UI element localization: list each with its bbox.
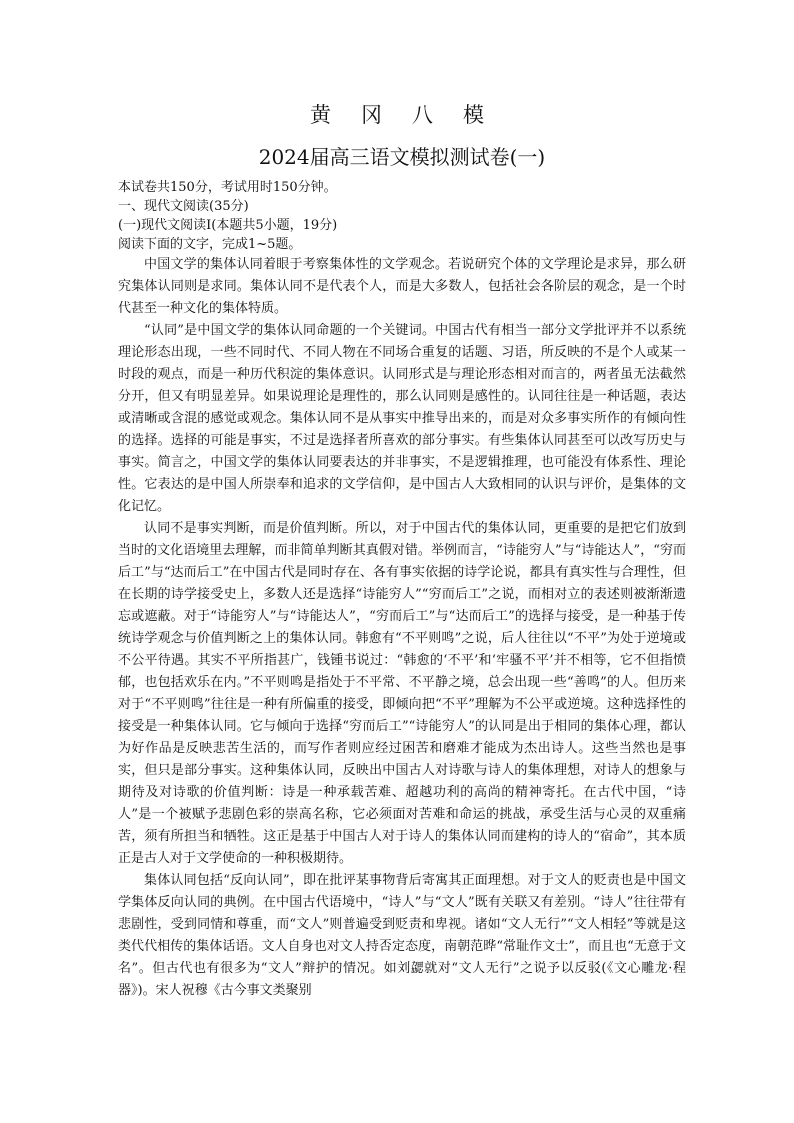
- passage-paragraph-4: 集体认同包括“反向认同”，即在批评某事物背后寄寓其正面理想。对于文人的贬责也是中国文学集体反向认同的典例。在中国古代语境中，“诗人”与“文人”既有关联又有差别。“诗人”往往带有悲剧性，受到同情和尊重，而“文人”则普遍受到贬责和卑视。诸如“文人无行”“文人相轻”等就是这类代代相传的集体话语。文人自身也对文人持否定态度，南朝范晔“常耻作文士”，而且也“无意于文名”。但古代也有很多为“文人”辩护的情况。如刘勰就对“文人无行”之说予以反驳(《文心雕龙·程器》)。宋人祝穆《古今事文类聚别: [118, 873, 686, 998]
- reading-passage: [118, 254, 686, 1002]
- subsection-heading: (一)现代文阅读I(本题共5小题，19分): [118, 218, 338, 233]
- exam-title: 黄冈八模: [310, 103, 514, 127]
- passage-paragraph-3: 认同不是事实判断，而是价值判断。所以，对于中国古代的集体认同，更重要的是把它们放到当时的文化语境里去理解，而非简单判断其真假对错。举例而言，“诗能穷人”与“诗能达人”，“穷而后工”与“达而后工”在中国古代是同时存在、各有事实依据的诗学论说，都具有真实性与合理性，但在长期的诗学接受史上，多数人还是选择“诗能穷人”“穷而后工”之说，而相对立的表述则被渐渐遗忘或遮蔽。对于“诗能穷人”与“诗能达人”，“穷而后工”与“达而后工”的选择与接受，是一种基于传统诗学观念与价值判断之上的集体认同。韩愈有“不平则鸣”之说，后人往往以“不平”为处于逆境或不公平待遇。其实不平所指甚广，钱锺书说过：“韩愈的‘不平’和‘牢骚不平’并不相等，它不但指愤郁，也包括欢乐在内。”不平则鸣是指处于不平常、不平静之境，总会出现一些“善鸣”的人。但历来对于“不平则鸣”往往是一种有所偏重的接受，即倾向把“不平”理解为不公平或逆境。这种选择性的接受是一种集体认同。它与倾向于选择“穷而后工”“诗能穷人”的认同是出于相同的集体心理，都认为好作品是反映悲苦生活的，而写作者则应经过困苦和磨难才能成为杰出诗人。这些当然也是事实，但只是部分事实。这种集体认同，反映出中国古人对诗歌与诗人的集体理想，对诗人的想象与期待及对诗歌的价值判断：诗是一种承载苦难、超越功利的高尚的精神寄托。在古代中国，“诗人”是一个被赋予悲剧色彩的崇高名称，它必须面对苦难和命运的挑战，承受生活与心灵的双重痛苦，须有所担当和牺牲。这正是基于中国古人对于诗人的集体认同而建构的诗人的“宿命”，其本质正是古人对于文学使命的一种积极期待。: [118, 521, 686, 866]
- passage-paragraph-1: 中国文学的集体认同着眼于考察集体性的文学观念。若说研究个体的文学理论是求异，那么研究集体认同则是求同。集体认同不是代表个人，而是大多数人，包括社会各阶层的观念，是一个时代甚至一种文化的集体特质。: [118, 257, 686, 316]
- instruction: 阅读下面的文字，完成1~5题。: [118, 237, 302, 252]
- paper-title: 2024届高三语文模拟测试卷(一): [258, 145, 546, 169]
- section-heading: 一、现代文阅读(35分): [118, 199, 249, 214]
- passage-paragraph-2: “认同”是中国文学的集体认同命题的一个关键词。中国古代有相当一部分文学批评并不以系统理论形态出现，一些不同时代、不同人物在不同场合重复的话题、习语，所反映的不是个人或某一时段的观点，而是一种历代积淀的集体意识。认同形式是与理论形态相对而言的，两者虽无法截然分开，但又有明显差异。如果说理论是理性的，那么认同则是感性的。认同往往是一种话题，表达或清晰或含混的感觉或观念。集体认同不是从事实中推导出来的，而是对众多事实所作的有倾向性的选择。选择的可能是事实，不过是选择者所喜欢的部分事实。有些集体认同甚至可以改写历史与事实。简言之，中国文学的集体认同要表达的并非事实，不是逻辑推理，也可能没有体系性、理论性。它表达的是中国人所崇奉和追求的文学信仰，是中国古人大致相同的认识与评价，是集体的文化记忆。: [118, 323, 686, 514]
- exam-info: 本试卷共150分，考试用时150分钟。: [118, 180, 337, 195]
